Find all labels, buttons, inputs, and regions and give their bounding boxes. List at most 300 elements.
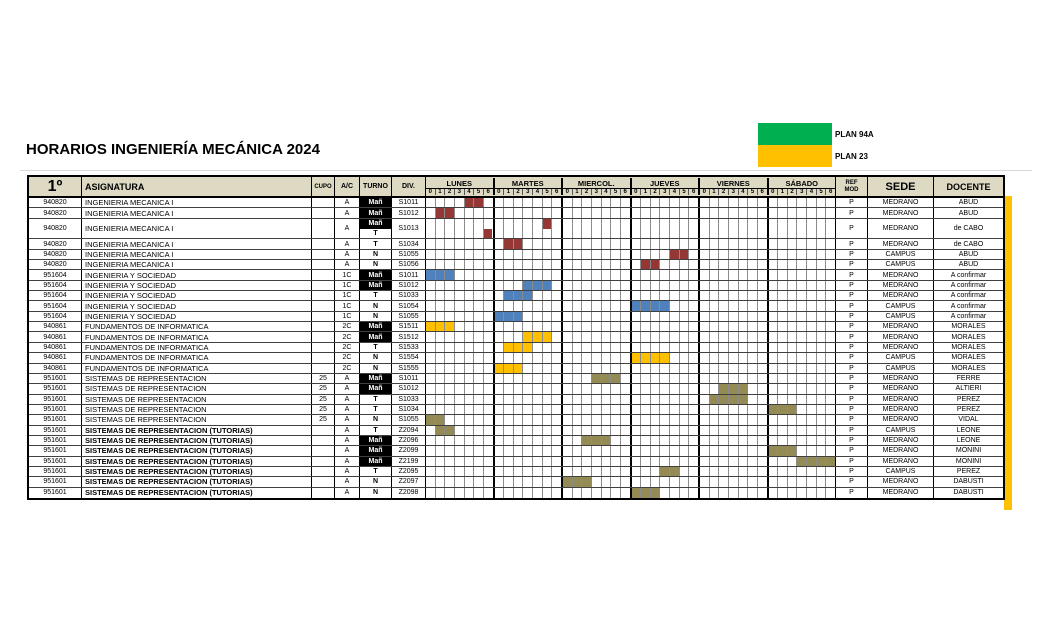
slot-cell (621, 343, 630, 352)
slot-cell (474, 291, 484, 300)
slot-cell (710, 405, 720, 414)
slot-cell (632, 332, 642, 341)
slot-cell (436, 488, 446, 498)
ref-mod-value: P (836, 219, 868, 239)
slot-cell (700, 446, 710, 455)
slot-digit-label: 4 (465, 189, 475, 195)
schedule-table (27, 175, 1005, 500)
slot-cell (748, 426, 758, 435)
slot-cell (670, 239, 680, 248)
slot-cell (436, 477, 446, 486)
slot-cell (778, 364, 788, 373)
slot-cell (552, 301, 561, 310)
slot-cell (611, 270, 621, 279)
slot-cell (817, 250, 827, 259)
turno-cell (360, 467, 392, 476)
cupo-header: CUPO (312, 177, 335, 196)
slot-cell (533, 374, 543, 383)
slot-cell (533, 364, 543, 373)
ref-mod-header (836, 177, 868, 196)
slot-cell (621, 384, 630, 393)
slot-cell (632, 384, 642, 393)
subject-name: SISTEMAS DE REPRESENTACION (TUTORIAS) (82, 467, 312, 476)
slot-cell (445, 374, 455, 383)
slot-cell (710, 488, 720, 498)
slot-cell (465, 477, 475, 486)
cupo-value (312, 219, 335, 239)
day-name-label: SÁBADO (769, 178, 836, 189)
slot-cell (611, 488, 621, 498)
ac-value: A (335, 208, 360, 217)
subject-name: INGENIERIA MECANICA I (82, 208, 312, 217)
slot-cell (504, 343, 514, 352)
slot-cell (651, 332, 661, 341)
slot-cell (758, 312, 767, 321)
slot-cell (689, 446, 698, 455)
slot-cell (807, 301, 817, 310)
division-code: S1011 (392, 198, 426, 207)
plan-23-color-swatch (758, 145, 832, 167)
slot-cell (689, 426, 698, 435)
slot-cell (826, 446, 835, 455)
day-cells (700, 260, 769, 269)
slot-cell (797, 426, 807, 435)
slot-cell (552, 343, 561, 352)
days-header (426, 177, 836, 196)
class-block (602, 374, 611, 383)
slot-cell (563, 395, 573, 404)
slot-cell (632, 281, 642, 290)
slot-cell (670, 198, 680, 207)
slot-cell (739, 477, 749, 486)
slot-cell (484, 250, 493, 259)
docente-value: A confirmar (950, 312, 987, 320)
slot-cell (465, 343, 475, 352)
slot-cell (543, 260, 553, 269)
slot-cell (533, 426, 543, 435)
slot-cell (651, 270, 661, 279)
slot-cell (621, 467, 630, 476)
day-cells (426, 291, 495, 300)
day-cells (700, 198, 769, 207)
slot-cell (455, 312, 465, 321)
day-cells (769, 250, 836, 259)
slot-cell (533, 415, 543, 424)
slot-cell (651, 239, 661, 248)
slot-cell (445, 198, 455, 207)
slot-cell (563, 415, 573, 424)
slot-cell (641, 477, 651, 486)
slot-cell (504, 446, 514, 455)
slot-cell (807, 219, 817, 239)
slot-cell (797, 364, 807, 373)
slot-digit-label: 4 (739, 189, 749, 195)
day-cells (495, 322, 564, 331)
slot-digits-row (495, 189, 562, 195)
slot-cell (495, 436, 505, 445)
turno-cell (360, 446, 392, 455)
slot-cell (514, 291, 524, 300)
turno-header: TURNO (360, 177, 392, 196)
slot-cell (533, 457, 543, 466)
subject-name: SISTEMAS DE REPRESENTACION (82, 415, 312, 424)
class-block (788, 446, 797, 455)
slot-digit-label: 6 (828, 189, 833, 195)
slot-cell (484, 353, 493, 362)
day-cells (632, 415, 701, 424)
slot-cell (514, 426, 524, 435)
slot-cell (748, 239, 758, 248)
day-column-group (495, 178, 564, 195)
day-cells (769, 477, 836, 486)
turno-cell (360, 426, 392, 435)
class-block (514, 364, 523, 373)
docente-value: PEREZ (956, 395, 981, 403)
slot-cell (436, 260, 446, 269)
slot-cell (543, 457, 553, 466)
slot-cell (641, 322, 651, 331)
cupo-value: 25 (312, 374, 335, 383)
slot-cell (769, 395, 779, 404)
sede-value: MEDRANO (868, 384, 934, 393)
course-code: 951601 (29, 426, 82, 435)
slot-cell (632, 198, 642, 207)
slot-cell (543, 281, 553, 290)
slot-cell (426, 312, 436, 321)
cupo-value: 25 (312, 415, 335, 424)
slot-cell (729, 322, 739, 331)
slot-cell (797, 250, 807, 259)
slot-cell (826, 488, 835, 498)
slot-cell (739, 301, 749, 310)
slot-digit-label: 5 (611, 189, 621, 195)
slot-digit-label: 3 (660, 189, 670, 195)
day-cells (632, 270, 701, 279)
turno-value: T (373, 468, 378, 476)
slot-cell (719, 426, 729, 435)
turno-cell (360, 364, 392, 373)
slot-cell (474, 312, 484, 321)
slot-cell (455, 281, 465, 290)
slot-cell (641, 219, 651, 239)
table-header-row (29, 177, 1003, 198)
slot-cell (426, 301, 436, 310)
day-cells (426, 208, 495, 217)
slot-digit-label: 2 (445, 189, 455, 195)
ac-value: 1C (335, 270, 360, 279)
sede-value: MEDRANO (868, 395, 934, 404)
slot-cell (523, 364, 533, 373)
slot-cell (778, 488, 788, 498)
slot-cell (504, 312, 514, 321)
slot-cell (797, 395, 807, 404)
slot-cell (455, 322, 465, 331)
slot-cell (807, 343, 817, 352)
slot-digit-label: 0 (495, 189, 505, 195)
slot-cell (552, 426, 561, 435)
slot-cell (660, 446, 670, 455)
slot-cell (807, 436, 817, 445)
slot-cell (797, 219, 807, 239)
slot-cell (797, 301, 807, 310)
slot-cell (729, 477, 739, 486)
slot-cell (641, 198, 651, 207)
docente-value: ABUD (958, 250, 979, 258)
day-cells (563, 477, 632, 486)
slot-cell (680, 260, 690, 269)
slot-cell (660, 322, 670, 331)
slot-cell (807, 270, 817, 279)
sede-value: MEDRANO (868, 208, 934, 217)
slot-cell (563, 467, 573, 476)
slot-cell (455, 198, 465, 207)
slot-cell (788, 477, 798, 486)
slot-cell (660, 488, 670, 498)
ac-value: A (335, 488, 360, 498)
slot-cell (680, 436, 690, 445)
course-code: 940861 (29, 322, 82, 331)
slot-cell (660, 467, 670, 476)
day-cells (632, 250, 701, 259)
slot-cell (523, 374, 533, 383)
slot-cell (710, 364, 720, 373)
ref-mod-value: P (836, 436, 868, 445)
slot-cell (680, 467, 690, 476)
slot-cell (739, 446, 749, 455)
slot-cell (495, 239, 505, 248)
slot-cell (758, 332, 767, 341)
slot-cell (632, 260, 642, 269)
slot-cell (465, 374, 475, 383)
slot-cell (592, 291, 602, 300)
slot-cell (651, 198, 661, 207)
slot-digit-label: 0 (769, 189, 779, 195)
slot-cell (436, 374, 446, 383)
slot-cell (651, 426, 661, 435)
sede-value: MEDRANO (868, 239, 934, 248)
slot-cell (778, 415, 788, 424)
slot-cell (523, 322, 533, 331)
slot-cell (729, 281, 739, 290)
cupo-value (312, 364, 335, 373)
slot-cell (641, 250, 651, 259)
slot-cell (689, 436, 698, 445)
slot-cell (573, 250, 583, 259)
slot-cell (807, 332, 817, 341)
slot-cell (523, 208, 533, 217)
slot-cell (573, 488, 583, 498)
right-accent-bar (1004, 196, 1012, 510)
schedule-row (29, 250, 1003, 260)
class-block (660, 467, 669, 476)
slot-cell (826, 436, 835, 445)
slot-cell (563, 312, 573, 321)
day-cells (563, 374, 632, 383)
day-cells (632, 384, 701, 393)
day-cells (495, 384, 564, 393)
slot-cell (621, 415, 630, 424)
slot-cell (455, 250, 465, 259)
slot-cell (495, 301, 505, 310)
slot-cell (710, 353, 720, 362)
subject-name: SISTEMAS DE REPRESENTACION (TUTORIAS) (82, 426, 312, 435)
slot-digit-label: 6 (691, 189, 696, 195)
slot-cell (455, 219, 465, 239)
slot-cell (523, 395, 533, 404)
turno-value: T (373, 426, 378, 434)
slot-cell (689, 467, 698, 476)
class-block (523, 281, 532, 290)
slot-cell (700, 426, 710, 435)
slot-cell (523, 426, 533, 435)
slot-cell (582, 239, 592, 248)
slot-cell (807, 384, 817, 393)
slot-cell (436, 395, 446, 404)
turno-value: Mañ (360, 436, 391, 445)
turno-cell (360, 281, 392, 290)
slot-cell (817, 446, 827, 455)
slot-cell (788, 270, 798, 279)
day-cells (632, 353, 701, 362)
day-cells (495, 426, 564, 435)
slot-digits-row (426, 189, 493, 195)
slot-cell (651, 477, 661, 486)
slot-cell (719, 446, 729, 455)
slot-cell (514, 239, 524, 248)
slot-cell (523, 467, 533, 476)
slot-cell (758, 374, 767, 383)
day-cells (426, 270, 495, 279)
class-block (729, 384, 738, 393)
slot-cell (592, 426, 602, 435)
slot-cell (748, 198, 758, 207)
day-cells (426, 353, 495, 362)
slot-cell (651, 446, 661, 455)
slot-cell (807, 446, 817, 455)
slot-cell (543, 208, 553, 217)
slot-cell (426, 436, 436, 445)
slot-cell (533, 198, 543, 207)
day-cells (426, 343, 495, 352)
slot-cell (523, 477, 533, 486)
class-block (817, 457, 826, 466)
slot-cell (504, 198, 514, 207)
slot-cell (729, 239, 739, 248)
class-block (680, 250, 689, 259)
slot-cell (533, 322, 543, 331)
slot-cell (445, 457, 455, 466)
day-cells (700, 457, 769, 466)
day-cells (769, 467, 836, 476)
slot-cell (769, 281, 779, 290)
week-grid (426, 405, 836, 414)
slot-cell (758, 198, 767, 207)
day-cells (700, 312, 769, 321)
slot-cell (739, 291, 749, 300)
slot-cell (739, 436, 749, 445)
slot-cell (651, 343, 661, 352)
slot-cell (660, 312, 670, 321)
day-cells (769, 364, 836, 373)
slot-cell (523, 405, 533, 414)
day-cells (700, 208, 769, 217)
slot-cell (769, 291, 779, 300)
slot-cell (739, 260, 749, 269)
day-cells (769, 291, 836, 300)
slot-cell (465, 467, 475, 476)
course-code: 951601 (29, 384, 82, 393)
slot-cell (641, 384, 651, 393)
slot-cell (523, 312, 533, 321)
slot-cell (632, 301, 642, 310)
class-block (495, 364, 504, 373)
slot-cell (826, 260, 835, 269)
slot-cell (611, 260, 621, 269)
cupo-value (312, 446, 335, 455)
sede-value: MEDRANO (868, 281, 934, 290)
slot-cell (602, 291, 612, 300)
day-cells (495, 291, 564, 300)
slot-cell (748, 219, 758, 239)
slot-cell (621, 395, 630, 404)
slot-cell (533, 446, 543, 455)
day-cells (495, 332, 564, 341)
day-cells (700, 426, 769, 435)
slot-cell (758, 477, 767, 486)
schedule-row (29, 384, 1003, 394)
cupo-value (312, 250, 335, 259)
class-block (533, 281, 542, 290)
division-code: S1554 (392, 353, 426, 362)
class-block (445, 322, 454, 331)
slot-cell (748, 312, 758, 321)
slot-cell (689, 281, 698, 290)
slot-cell (729, 270, 739, 279)
slot-digit-label: 5 (543, 189, 553, 195)
slot-cell (641, 208, 651, 217)
slot-cell (484, 281, 493, 290)
course-code: 951601 (29, 477, 82, 486)
day-cells (563, 198, 632, 207)
slot-cell (552, 488, 561, 498)
slot-cell (514, 457, 524, 466)
slot-cell (700, 332, 710, 341)
slot-cell (710, 467, 720, 476)
docente-value: ALTIERI (955, 385, 982, 393)
week-grid (426, 219, 836, 239)
slot-cell (826, 374, 835, 383)
slot-cell (641, 239, 651, 248)
slot-cell (455, 332, 465, 341)
ac-value: A (335, 384, 360, 393)
slot-cell (710, 332, 720, 341)
slot-cell (582, 208, 592, 217)
slot-cell (504, 239, 514, 248)
slot-cell (710, 477, 720, 486)
slot-cell (769, 426, 779, 435)
day-cells (495, 301, 564, 310)
slot-cell (700, 415, 710, 424)
cupo-value (312, 322, 335, 331)
cupo-value (312, 436, 335, 445)
division-code: S1012 (392, 384, 426, 393)
slot-cell (826, 208, 835, 217)
ref-mod-value: P (836, 208, 868, 217)
slot-cell (788, 208, 798, 217)
slot-cell (778, 198, 788, 207)
slot-cell (455, 208, 465, 217)
slot-cell (632, 477, 642, 486)
